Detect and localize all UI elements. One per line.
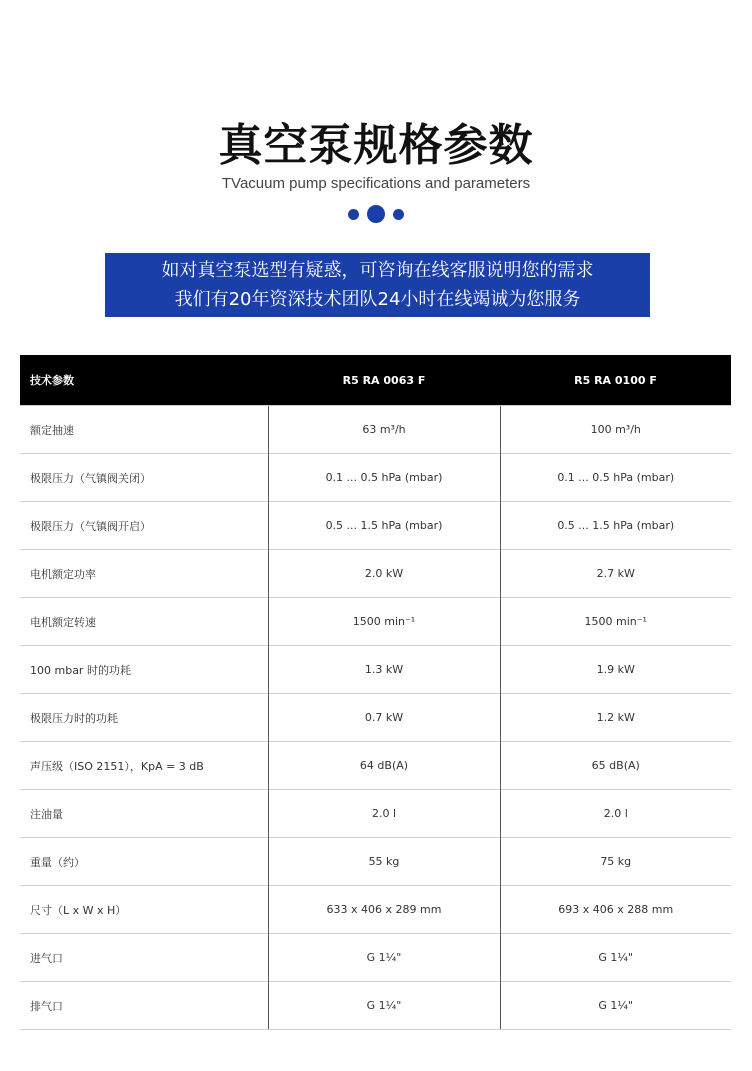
row-label: 极限压力时的功耗 — [20, 694, 268, 742]
table-row — [20, 550, 731, 598]
table-row — [20, 502, 731, 550]
row-value-model-1: 633 x 406 x 289 mm — [268, 886, 500, 934]
row-label: 电机额定功率 — [20, 550, 268, 598]
row-value-model-2: 1500 min⁻¹ — [500, 598, 731, 646]
row-label: 电机额定转速 — [20, 598, 268, 646]
row-value-model-1: G 1¼" — [268, 982, 500, 1030]
row-value-model-2: 0.1 ... 0.5 hPa (mbar) — [500, 454, 731, 502]
table-row — [20, 886, 731, 934]
row-value-model-1: 55 kg — [268, 838, 500, 886]
column-header-parameter: 技术参数 — [20, 355, 268, 406]
row-value-model-2: 1.2 kW — [500, 694, 731, 742]
row-label: 极限压力（气镇阀开启） — [20, 502, 268, 550]
table-row — [20, 598, 731, 646]
row-label: 注油量 — [20, 790, 268, 838]
row-value-model-1: 64 dB(A) — [268, 742, 500, 790]
spec-table-body — [20, 406, 731, 1030]
spec-table — [20, 355, 731, 1030]
table-row — [20, 406, 731, 454]
row-value-model-1: 1500 min⁻¹ — [268, 598, 500, 646]
row-value-model-1: 0.1 ... 0.5 hPa (mbar) — [268, 454, 500, 502]
row-value-model-2: 2.7 kW — [500, 550, 731, 598]
row-value-model-1: 0.7 kW — [268, 694, 500, 742]
row-value-model-2: 693 x 406 x 288 mm — [500, 886, 731, 934]
row-value-model-2: 65 dB(A) — [500, 742, 731, 790]
table-row — [20, 934, 731, 982]
row-label: 100 mbar 时的功耗 — [20, 646, 268, 694]
row-value-model-2: 2.0 l — [500, 790, 731, 838]
decorative-dots — [0, 204, 752, 224]
table-row — [20, 742, 731, 790]
table-row — [20, 694, 731, 742]
row-value-model-2: 100 m³/h — [500, 406, 731, 454]
row-value-model-1: 0.5 ... 1.5 hPa (mbar) — [268, 502, 500, 550]
dot-icon — [348, 209, 359, 220]
row-value-model-2: G 1¼" — [500, 934, 731, 982]
table-row — [20, 646, 731, 694]
row-value-model-2: 1.9 kW — [500, 646, 731, 694]
row-label: 重量（约） — [20, 838, 268, 886]
row-label: 额定抽速 — [20, 406, 268, 454]
banner-line-1: 如对真空泵选型有疑惑，可咨询在线客服说明您的需求 — [161, 260, 594, 281]
table-row — [20, 454, 731, 502]
dot-icon — [367, 205, 385, 223]
column-header-model-1: R5 RA 0063 F — [268, 355, 500, 406]
row-label: 排气口 — [20, 982, 268, 1030]
row-value-model-1: 2.0 kW — [268, 550, 500, 598]
consult-banner — [105, 253, 650, 317]
page-subtitle: TVacuum pump specifications and parameters — [221, 175, 531, 192]
row-label: 声压级（ISO 2151），KpA = 3 dB — [20, 742, 268, 790]
row-value-model-1: 1.3 kW — [268, 646, 500, 694]
row-label: 进气口 — [20, 934, 268, 982]
row-label: 极限压力（气镇阀关闭） — [20, 454, 268, 502]
row-value-model-1: 63 m³/h — [268, 406, 500, 454]
row-value-model-1: 2.0 l — [268, 790, 500, 838]
row-label: 尺寸（L x W x H） — [20, 886, 268, 934]
dot-icon — [393, 209, 404, 220]
table-row — [20, 790, 731, 838]
column-header-model-2: R5 RA 0100 F — [500, 355, 731, 406]
table-header-row — [20, 355, 731, 406]
table-row — [20, 838, 731, 886]
row-value-model-2: 75 kg — [500, 838, 731, 886]
banner-line-2: 我们有20年资深技术团队24小时在线竭诚为您服务 — [174, 289, 581, 310]
row-value-model-2: 0.5 ... 1.5 hPa (mbar) — [500, 502, 731, 550]
row-value-model-1: G 1¼" — [268, 934, 500, 982]
page-title: 真空泵规格参数 — [218, 120, 534, 171]
row-value-model-2: G 1¼" — [500, 982, 731, 1030]
table-row — [20, 982, 731, 1030]
